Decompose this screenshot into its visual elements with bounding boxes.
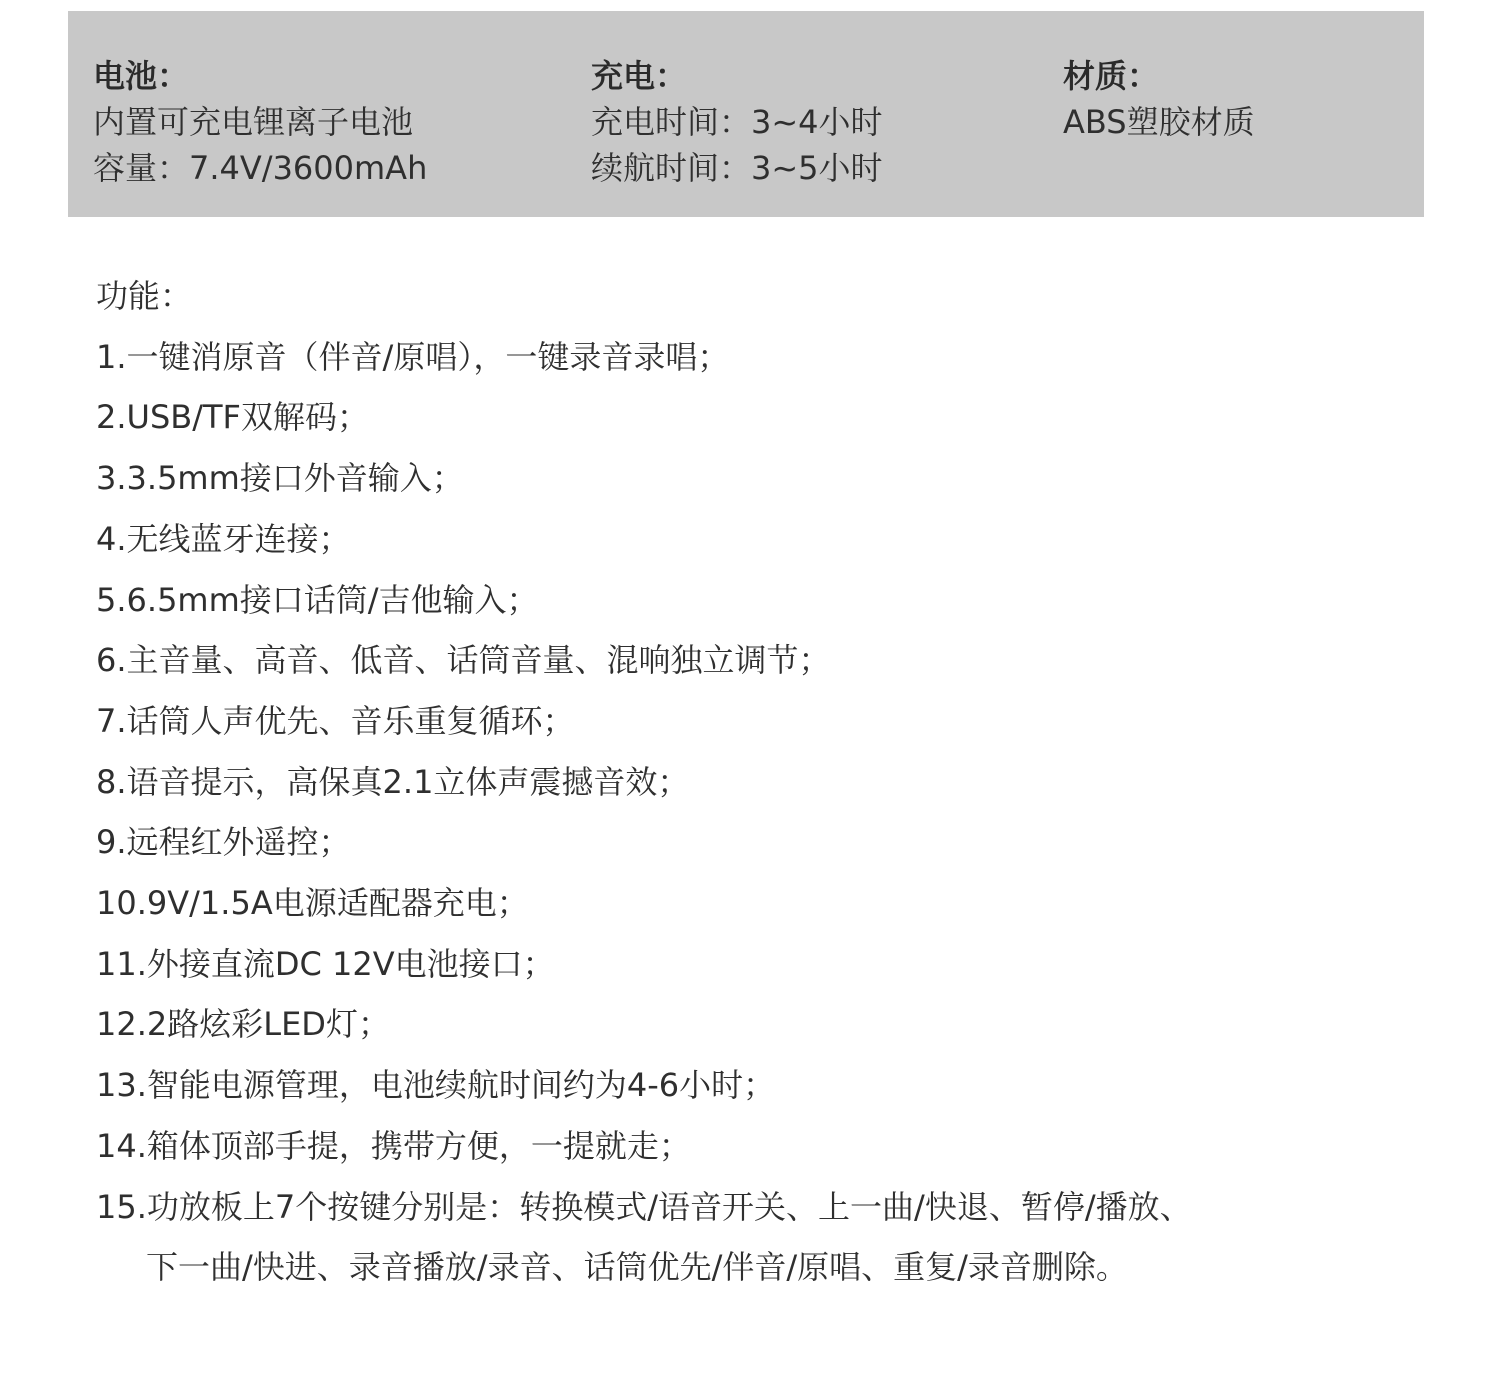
feature-item: 11.外接直流DC 12V电池接口； xyxy=(96,944,555,983)
feature-item: 10.9V/1.5A电源适配器充电； xyxy=(96,884,529,923)
feature-item: 3.3.5mm接口外音输入； xyxy=(96,459,464,498)
charging-time: 充电时间：3~4小时 xyxy=(591,103,883,141)
battery-type: 内置可充电锂离子电池 xyxy=(93,103,414,141)
features-heading: 功能： xyxy=(96,277,193,315)
feature-item: 1.一键消原音（伴音/原唱），一键录音录唱； xyxy=(96,337,730,376)
spec-panel xyxy=(68,11,1424,217)
feature-item: 5.6.5mm接口话筒/吉他输入； xyxy=(96,580,539,619)
feature-item: 4.无线蓝牙连接； xyxy=(96,519,351,558)
charging-spec xyxy=(591,53,883,191)
battery-title: 电池： xyxy=(93,57,190,95)
battery-spec xyxy=(93,53,427,191)
feature-item: 9.远程红外遥控； xyxy=(96,823,351,862)
feature-item: 7.话筒人声优先、音乐重复循环； xyxy=(96,701,575,740)
feature-item: 13.智能电源管理，电池续航时间约为4-6小时； xyxy=(96,1066,776,1105)
feature-item: 8.语音提示，高保真2.1立体声震撼音效； xyxy=(96,762,690,801)
material-value: ABS塑胶材质 xyxy=(1063,103,1255,141)
material-title: 材质： xyxy=(1063,57,1160,95)
charging-title: 充电： xyxy=(591,57,688,95)
battery-capacity: 容量：7.4V/3600mAh xyxy=(93,149,428,187)
feature-item: 12.2路炫彩LED灯； xyxy=(96,1005,390,1044)
features-list xyxy=(96,266,1456,1298)
feature-item: 14.箱体顶部手提，携带方便，一提就走； xyxy=(96,1126,691,1165)
feature-item-continuation: 下一曲/快进、录音播放/录音、话筒优先/伴音/原唱、重复/录音删除。 xyxy=(146,1248,1128,1287)
feature-item: 2.USB/TF双解码； xyxy=(96,398,369,437)
material-spec xyxy=(1063,53,1255,145)
feature-item: 6.主音量、高音、低音、话筒音量、混响独立调节； xyxy=(96,641,831,680)
feature-item: 15.功放板上7个按键分别是：转换模式/语音开关、上一曲/快退、暂停/播放、 xyxy=(96,1187,1192,1226)
battery-life: 续航时间：3~5小时 xyxy=(591,149,883,187)
